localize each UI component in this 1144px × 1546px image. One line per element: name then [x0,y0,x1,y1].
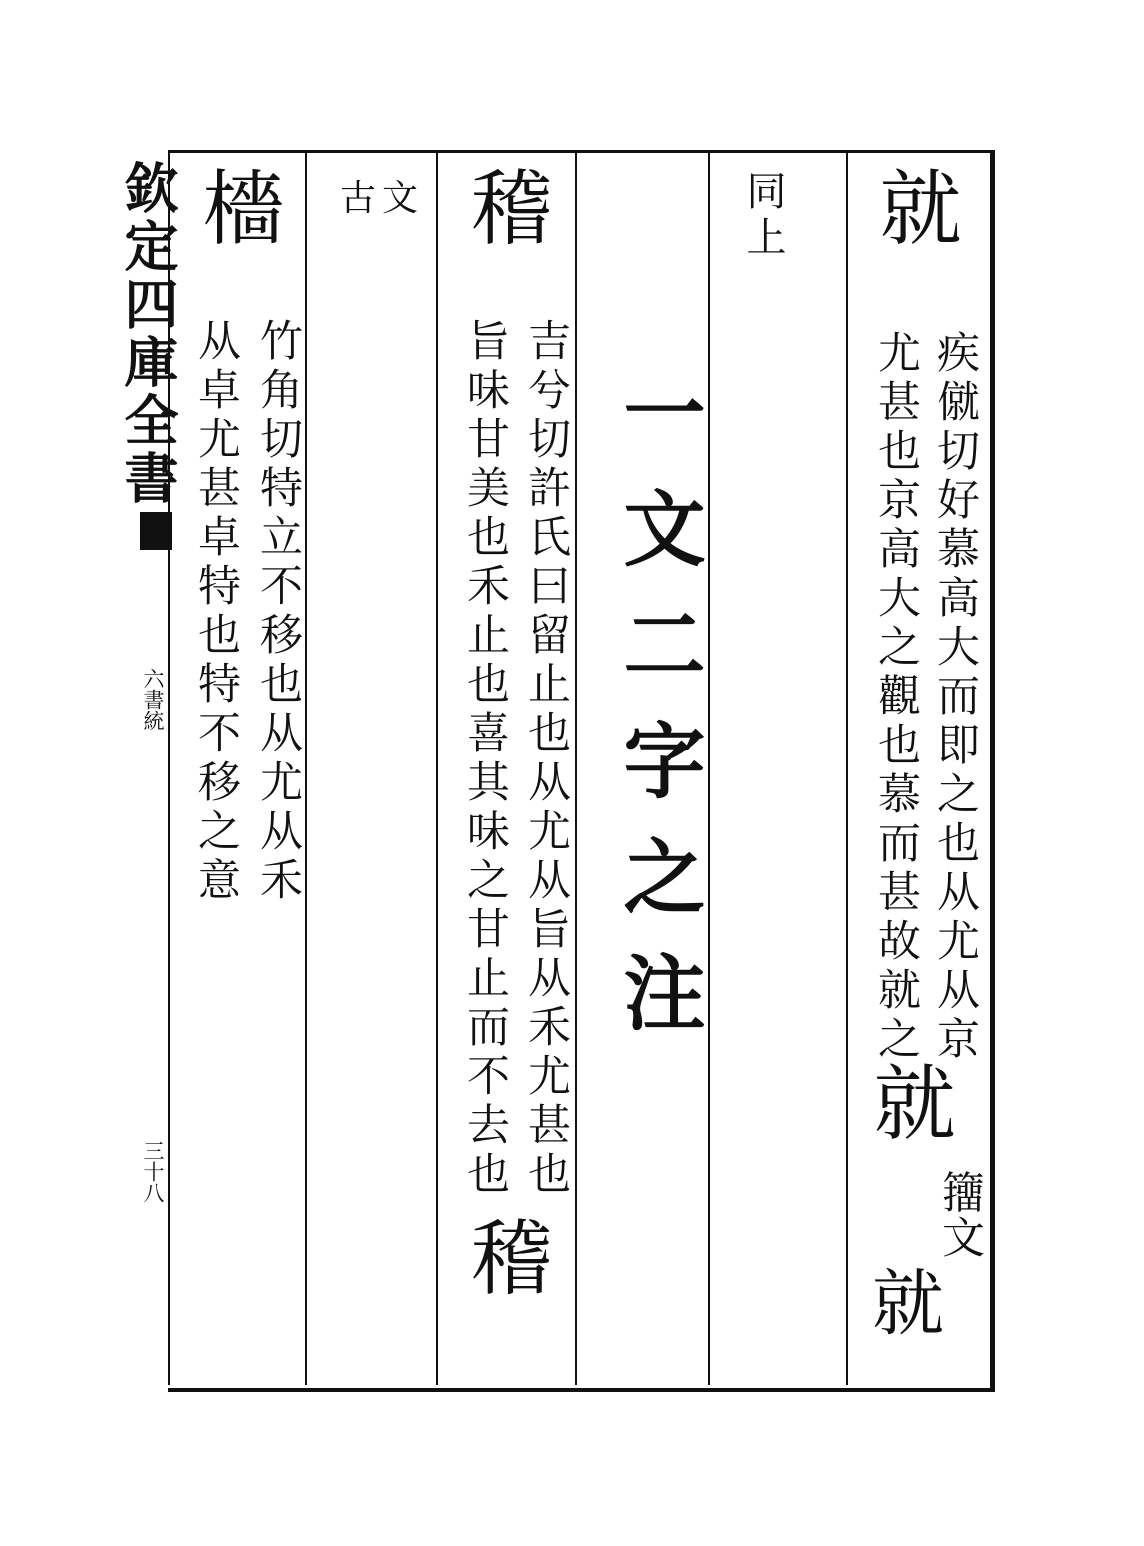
seal-character: 稽 [457,1215,552,1297]
seal-character: 稽 [457,165,552,247]
seal-character: 就 [860,1060,955,1142]
gloss-text: 吉兮切許氏曰留止也从尤从旨从禾尤甚也 [521,318,571,1200]
gloss-text: 竹角切特立不移也从尤从禾 [253,318,303,906]
gloss-text: 旨味甘美也禾止也喜其味之甘止而不去也 [460,318,510,1200]
variant-note: 籒文 [935,1170,985,1260]
margin-page-number: 三十八 [141,1140,165,1203]
seal-character: 就 [866,165,961,247]
seal-character: 就 [860,1265,944,1337]
variant-note: 同上 [740,170,786,262]
gloss-text: 尤甚也京高大之觀也慕而甚故就之 [871,330,921,1065]
gloss-text: 疾僦切好慕高大而即之也从尤从京 [930,330,980,1065]
column-rule [846,150,848,1385]
margin-book-name: 六書統 [141,668,165,731]
gloss-text: 从卓尤甚卓特也特不移之意 [191,318,241,906]
margin-book-title: 欽定四庫全書 [116,160,180,508]
seal-character: 檣 [189,165,284,247]
fish-tail-mark [140,512,172,550]
section-heading: 一文二字之注 [610,370,706,1066]
variant-note: 古文 [340,178,425,219]
column-rule [436,150,438,1385]
